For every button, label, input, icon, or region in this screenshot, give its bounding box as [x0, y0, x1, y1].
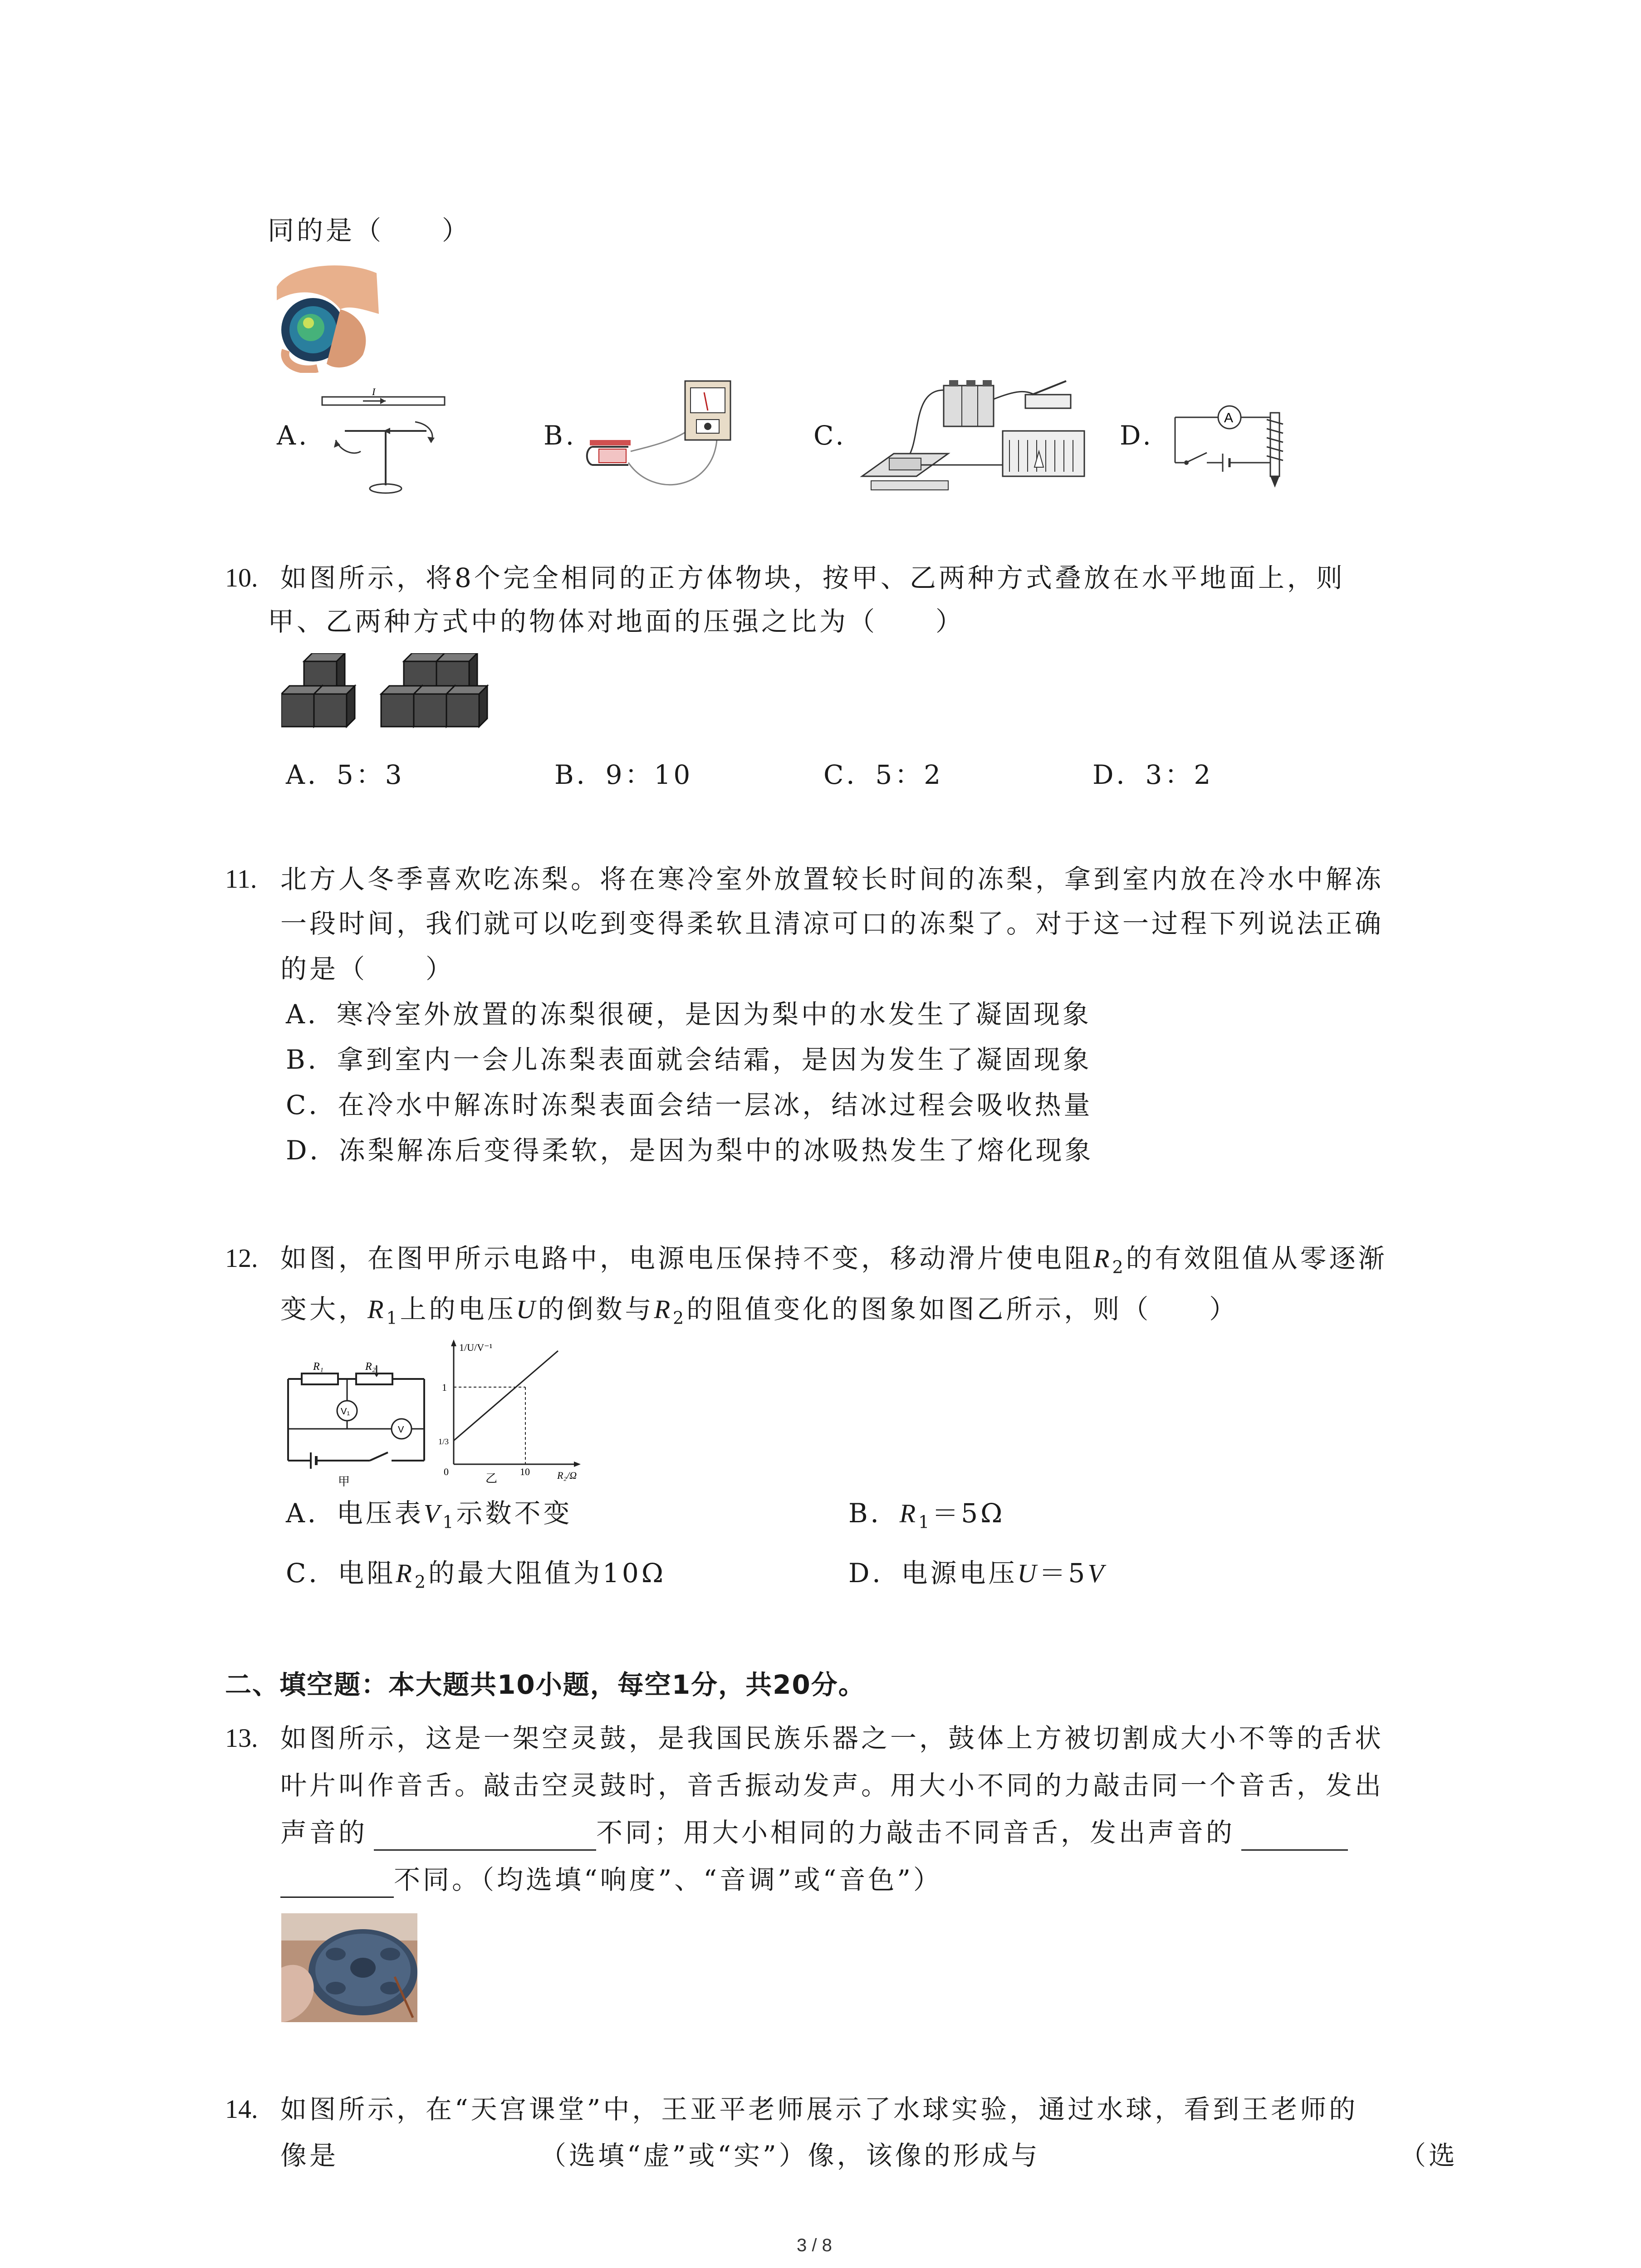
q14-stem-line2b: （选填“虚”或“实”）像，该像的形成与 [540, 2140, 1040, 2171]
q12-graph-origin: 0 [444, 1466, 449, 1477]
q13-stem-line4: 不同。（均选填“响度”、“音调”或“音色”） [280, 1862, 942, 1898]
q9-option-a-label[interactable]: A. [277, 420, 310, 451]
q12-number: 12. [225, 1243, 258, 1273]
q12-circuit-label-r2: R₂ [365, 1361, 376, 1373]
q12-circuit-figure [279, 1356, 451, 1492]
q13-blank-1[interactable] [374, 1822, 596, 1851]
q9-option-c-label[interactable]: C. [813, 420, 847, 451]
q12-graph-tick-third: 1/3 [438, 1437, 449, 1446]
q9-option-b-label[interactable]: B. [544, 420, 577, 451]
q10-stem-line2: 甲、乙两种方式中的物体对地面的压强之比为（ ） [268, 606, 965, 637]
handpan-drum-photo [281, 1913, 417, 2022]
q12-option-a[interactable]: A．电压表$V_1$示数不变 [286, 1498, 573, 1532]
q10-option-c[interactable]: C．5：2 [823, 759, 944, 790]
q11-option-d[interactable]: D．冻梨解冻后变得柔软，是因为梨中的冰吸热发生了熔化现象 [286, 1135, 1094, 1166]
q13-blank-2[interactable] [1241, 1822, 1348, 1851]
gyro-ball-photo [272, 259, 381, 373]
q9-stem-tail: 同的是（ ） [268, 215, 471, 246]
q12-graph-figure [436, 1337, 603, 1487]
q12-option-c[interactable]: C．电阻$R_2$的最大阻值为10Ω [286, 1558, 666, 1592]
page-number: 3 / 8 [797, 2235, 832, 2255]
q10-label-yi: 乙 [426, 731, 437, 742]
q9-option-b-figure [585, 372, 735, 499]
q14-blank-2[interactable] [1112, 2143, 1393, 2170]
q11-option-c[interactable]: C．在冷水中解冻时冻梨表面会结一层冰，结冰过程会吸收热量 [286, 1090, 1093, 1120]
q13-blank-2-cont[interactable] [280, 1869, 394, 1898]
q14-blank-1[interactable] [345, 2143, 535, 2170]
q12-graph-tick-1: 1 [442, 1382, 447, 1393]
q10-stacked-blocks-figure [281, 653, 517, 748]
q13-stem-line2: 叶片叫作音舌。敲击空灵鼓时，音舌振动发声。用大小不同的力敲击同一个音舌，发出 [280, 1770, 1384, 1801]
svg-text:I: I [372, 388, 376, 397]
q11-stem-line1: 北方人冬季喜欢吃冻梨。将在寒冷室外放置较长时间的冻梨，拿到室内放在冷水中解冻 [280, 864, 1384, 894]
q11-stem-line2: 一段时间，我们就可以吃到变得柔软且清凉可口的冻梨了。对于这一过程下列说法正确 [280, 908, 1384, 939]
q12-circuit-label-v: V [398, 1425, 404, 1435]
q11-number: 11. [225, 864, 257, 894]
q14-stem-line1: 如图所示，在“天宫课堂”中，王亚平老师展示了水球实验，通过水球，看到王老师的 [280, 2094, 1358, 2125]
q12-graph-ylabel: 1/U/V⁻¹ [459, 1342, 493, 1353]
q12-circuit-label-jia: 甲 [338, 1475, 350, 1489]
q10-option-b[interactable]: B．9：10 [554, 759, 693, 790]
q12-stem-line2: 变大，$R_1$上的电压U的倒数与$R_2$的阻值变化的图象如图乙所示，则（ ） [280, 1294, 1239, 1328]
q12-option-b[interactable]: B．$R_1=5\Omega$ [848, 1498, 1005, 1532]
section-heading-fill-in: 二、填空题：本大题共10小题，每空1分，共20分。 [225, 1669, 866, 1700]
q9-option-d-label[interactable]: D. [1120, 420, 1154, 451]
q10-number: 10. [225, 563, 258, 592]
q9-option-d-figure [1161, 399, 1293, 490]
q13-stem-line3: 声音的 不同；用大小相同的力敲击不同音舌，发出声音的 [280, 1814, 1348, 1851]
q11-option-a[interactable]: A．寒冷室外放置的冻梨很硬，是因为梨中的水发生了凝固现象 [286, 999, 1092, 1030]
q12-option-d[interactable]: D．电源电压U＝5V [848, 1558, 1107, 1589]
q10-stem-line1: 如图所示，将8个完全相同的正方体物块，按甲、乙两种方式叠放在水平地面上，则 [280, 562, 1345, 593]
q10-option-d[interactable]: D．3：2 [1092, 759, 1214, 790]
q12-graph-label-yi: 乙 [485, 1472, 498, 1486]
q12-circuit-label-v1: V₁ [341, 1407, 350, 1417]
q12-stem-line1: 如图，在图甲所示电路中，电源电压保持不变，移动滑片使电阻$R_2$的有效阻值从零逐渐 [280, 1243, 1387, 1277]
q13-stem-line1: 如图所示，这是一架空灵鼓，是我国民族乐器之一，鼓体上方被切割成大小不等的舌状 [280, 1723, 1384, 1754]
q9-option-a-figure [318, 388, 454, 506]
q11-option-b[interactable]: B．拿到室内一会儿冻梨表面就会结霜，是因为发生了凝固现象 [286, 1044, 1092, 1075]
q14-number: 14. [225, 2094, 258, 2124]
q14-stem-line2c: （选 [1400, 2140, 1458, 2171]
q9-option-c-figure [853, 372, 1093, 503]
q12-graph-tick-10: 10 [520, 1466, 530, 1477]
q12-graph-xlabel: R₂/Ω [557, 1470, 577, 1481]
svg-text:A: A [1224, 411, 1234, 425]
q14-stem-line2a: 像是 [280, 2140, 339, 2171]
q13-number: 13. [225, 1723, 258, 1753]
q12-circuit-label-r1: R₁ [313, 1361, 324, 1373]
q10-label-jia: 甲 [315, 731, 326, 742]
q10-option-a[interactable]: A．5：3 [286, 759, 405, 790]
q11-stem-line3: 的是（ ） [280, 953, 455, 984]
